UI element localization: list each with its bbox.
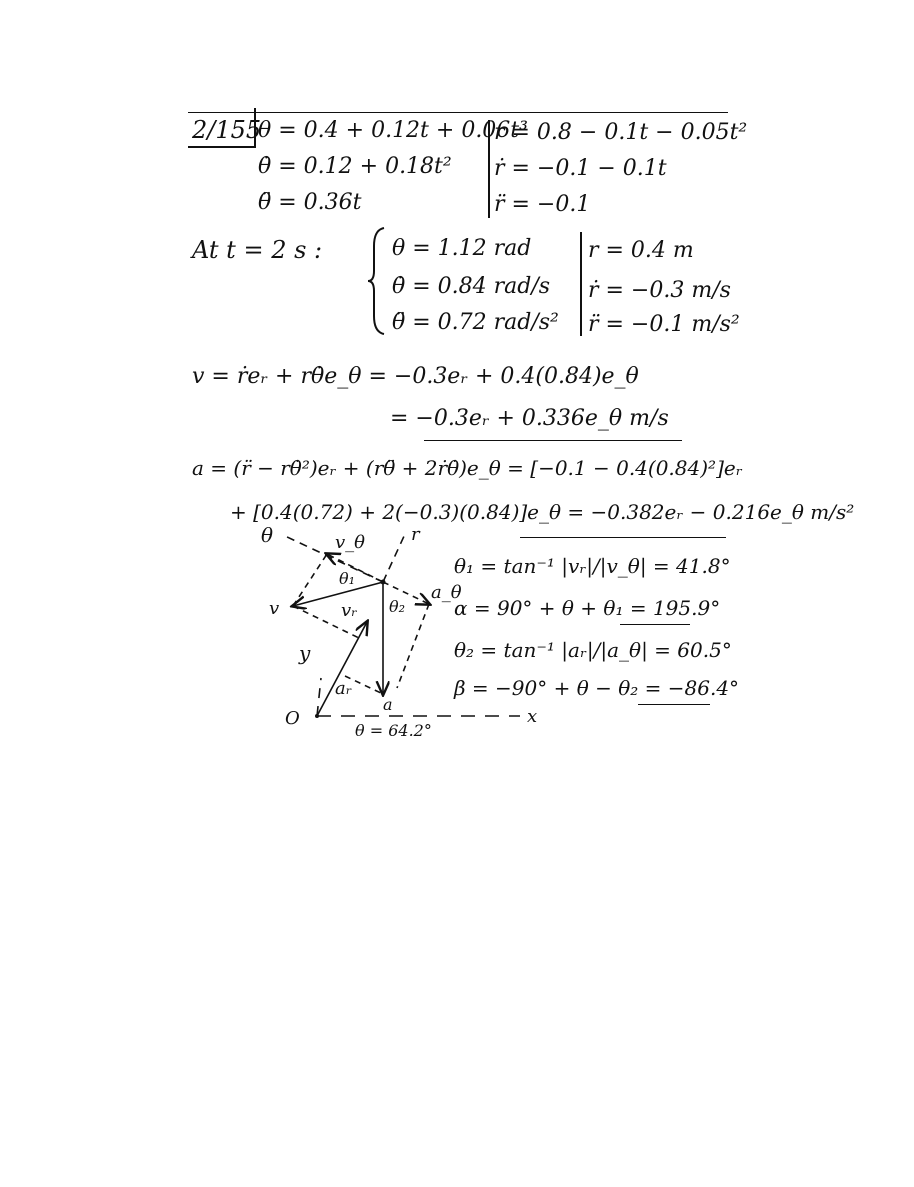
top-rule — [188, 112, 728, 113]
r-equation: r = 0.8 − 0.1t − 0.05t² — [494, 120, 748, 145]
theta1-label: θ₁ — [339, 569, 356, 588]
theta2-equation: θ₂ = tan⁻¹ |aᵣ|/|a_θ| = 60.5° — [454, 638, 732, 662]
r-dot-equation: ṙ = −0.1 − 0.1t — [494, 156, 667, 181]
r-value: r = 0.4 m — [588, 238, 694, 263]
x-label: x — [527, 706, 538, 727]
point-marker — [381, 580, 386, 585]
origin-label: O — [285, 708, 300, 729]
brace-icon — [366, 226, 386, 336]
theta-ddot-equation: θ̈ = 0.36t — [258, 190, 362, 215]
at-time-label: At t = 2 s : — [192, 236, 323, 264]
a-theta-label: a_θ — [431, 582, 462, 603]
origin-marker — [315, 714, 319, 718]
problem-label: 2/155 — [192, 116, 262, 144]
theta-axis-label: θ — [261, 523, 274, 547]
theta-dot-equation: θ̇ = 0.12 + 0.18t² — [258, 154, 452, 179]
velocity-underline — [424, 440, 682, 441]
at-time-divider — [580, 232, 582, 336]
y-label: y — [299, 641, 311, 665]
theta-angle-label: θ = 64.2° — [355, 721, 432, 740]
alpha-underline — [620, 624, 690, 625]
velocity-line-2: = −0.3eᵣ + 0.336e_θ m/s — [390, 406, 669, 431]
acceleration-line-2: + [0.4(0.72) + 2(−0.3)(0.84)]e_θ = −0.382eᵣ − 0.216e_θ m/s² — [230, 500, 855, 524]
v-theta-label: v_θ — [335, 532, 366, 553]
r-dot-value: ṙ = −0.3 m/s — [588, 278, 731, 303]
a-r-label: aᵣ — [335, 678, 352, 699]
label-box-bottom — [188, 146, 254, 148]
r-axis-line — [383, 534, 405, 582]
acceleration-underline — [520, 537, 726, 538]
velocity-line-1: v = ṙeᵣ + rθ̇e_θ = −0.3eᵣ + 0.4(0.84)e_θ — [192, 364, 639, 389]
v-r-label: vᵣ — [341, 600, 358, 621]
theta2-label: θ₂ — [389, 597, 406, 616]
theta-value: θ = 1.12 rad — [392, 236, 532, 261]
r-position-vector — [317, 622, 367, 716]
r-ddot-equation: r̈ = −0.1 — [494, 192, 591, 217]
r-ddot-value: r̈ = −0.1 m/s² — [588, 312, 740, 337]
theta-dot-value: θ̇ = 0.84 rad/s — [392, 274, 551, 299]
beta-equation: β = −90° + θ − θ₂ = −86.4° — [454, 676, 740, 700]
theta-ddot-value: θ̈ = 0.72 rad/s² — [392, 310, 559, 335]
acceleration-line-1: a = (r̈ − rθ̇²)eᵣ + (rθ̈ + 2ṙθ̇)e_θ = [−0.1 − 0.4(0.84)²]eᵣ — [192, 456, 743, 480]
theta1-equation: θ₁ = tan⁻¹ |vᵣ|/|v_θ| = 41.8° — [454, 554, 731, 578]
r-axis-label: r — [411, 524, 420, 545]
alpha-equation: α = 90° + θ + θ₁ = 195.9° — [454, 596, 721, 620]
beta-underline — [638, 704, 710, 705]
vector-diagram — [255, 523, 538, 748]
a-parallelogram-side — [397, 604, 429, 688]
v-label: v — [269, 598, 280, 619]
a-label: a — [383, 695, 393, 714]
theta-equation: θ = 0.4 + 0.12t + 0.06t³ — [258, 118, 528, 143]
